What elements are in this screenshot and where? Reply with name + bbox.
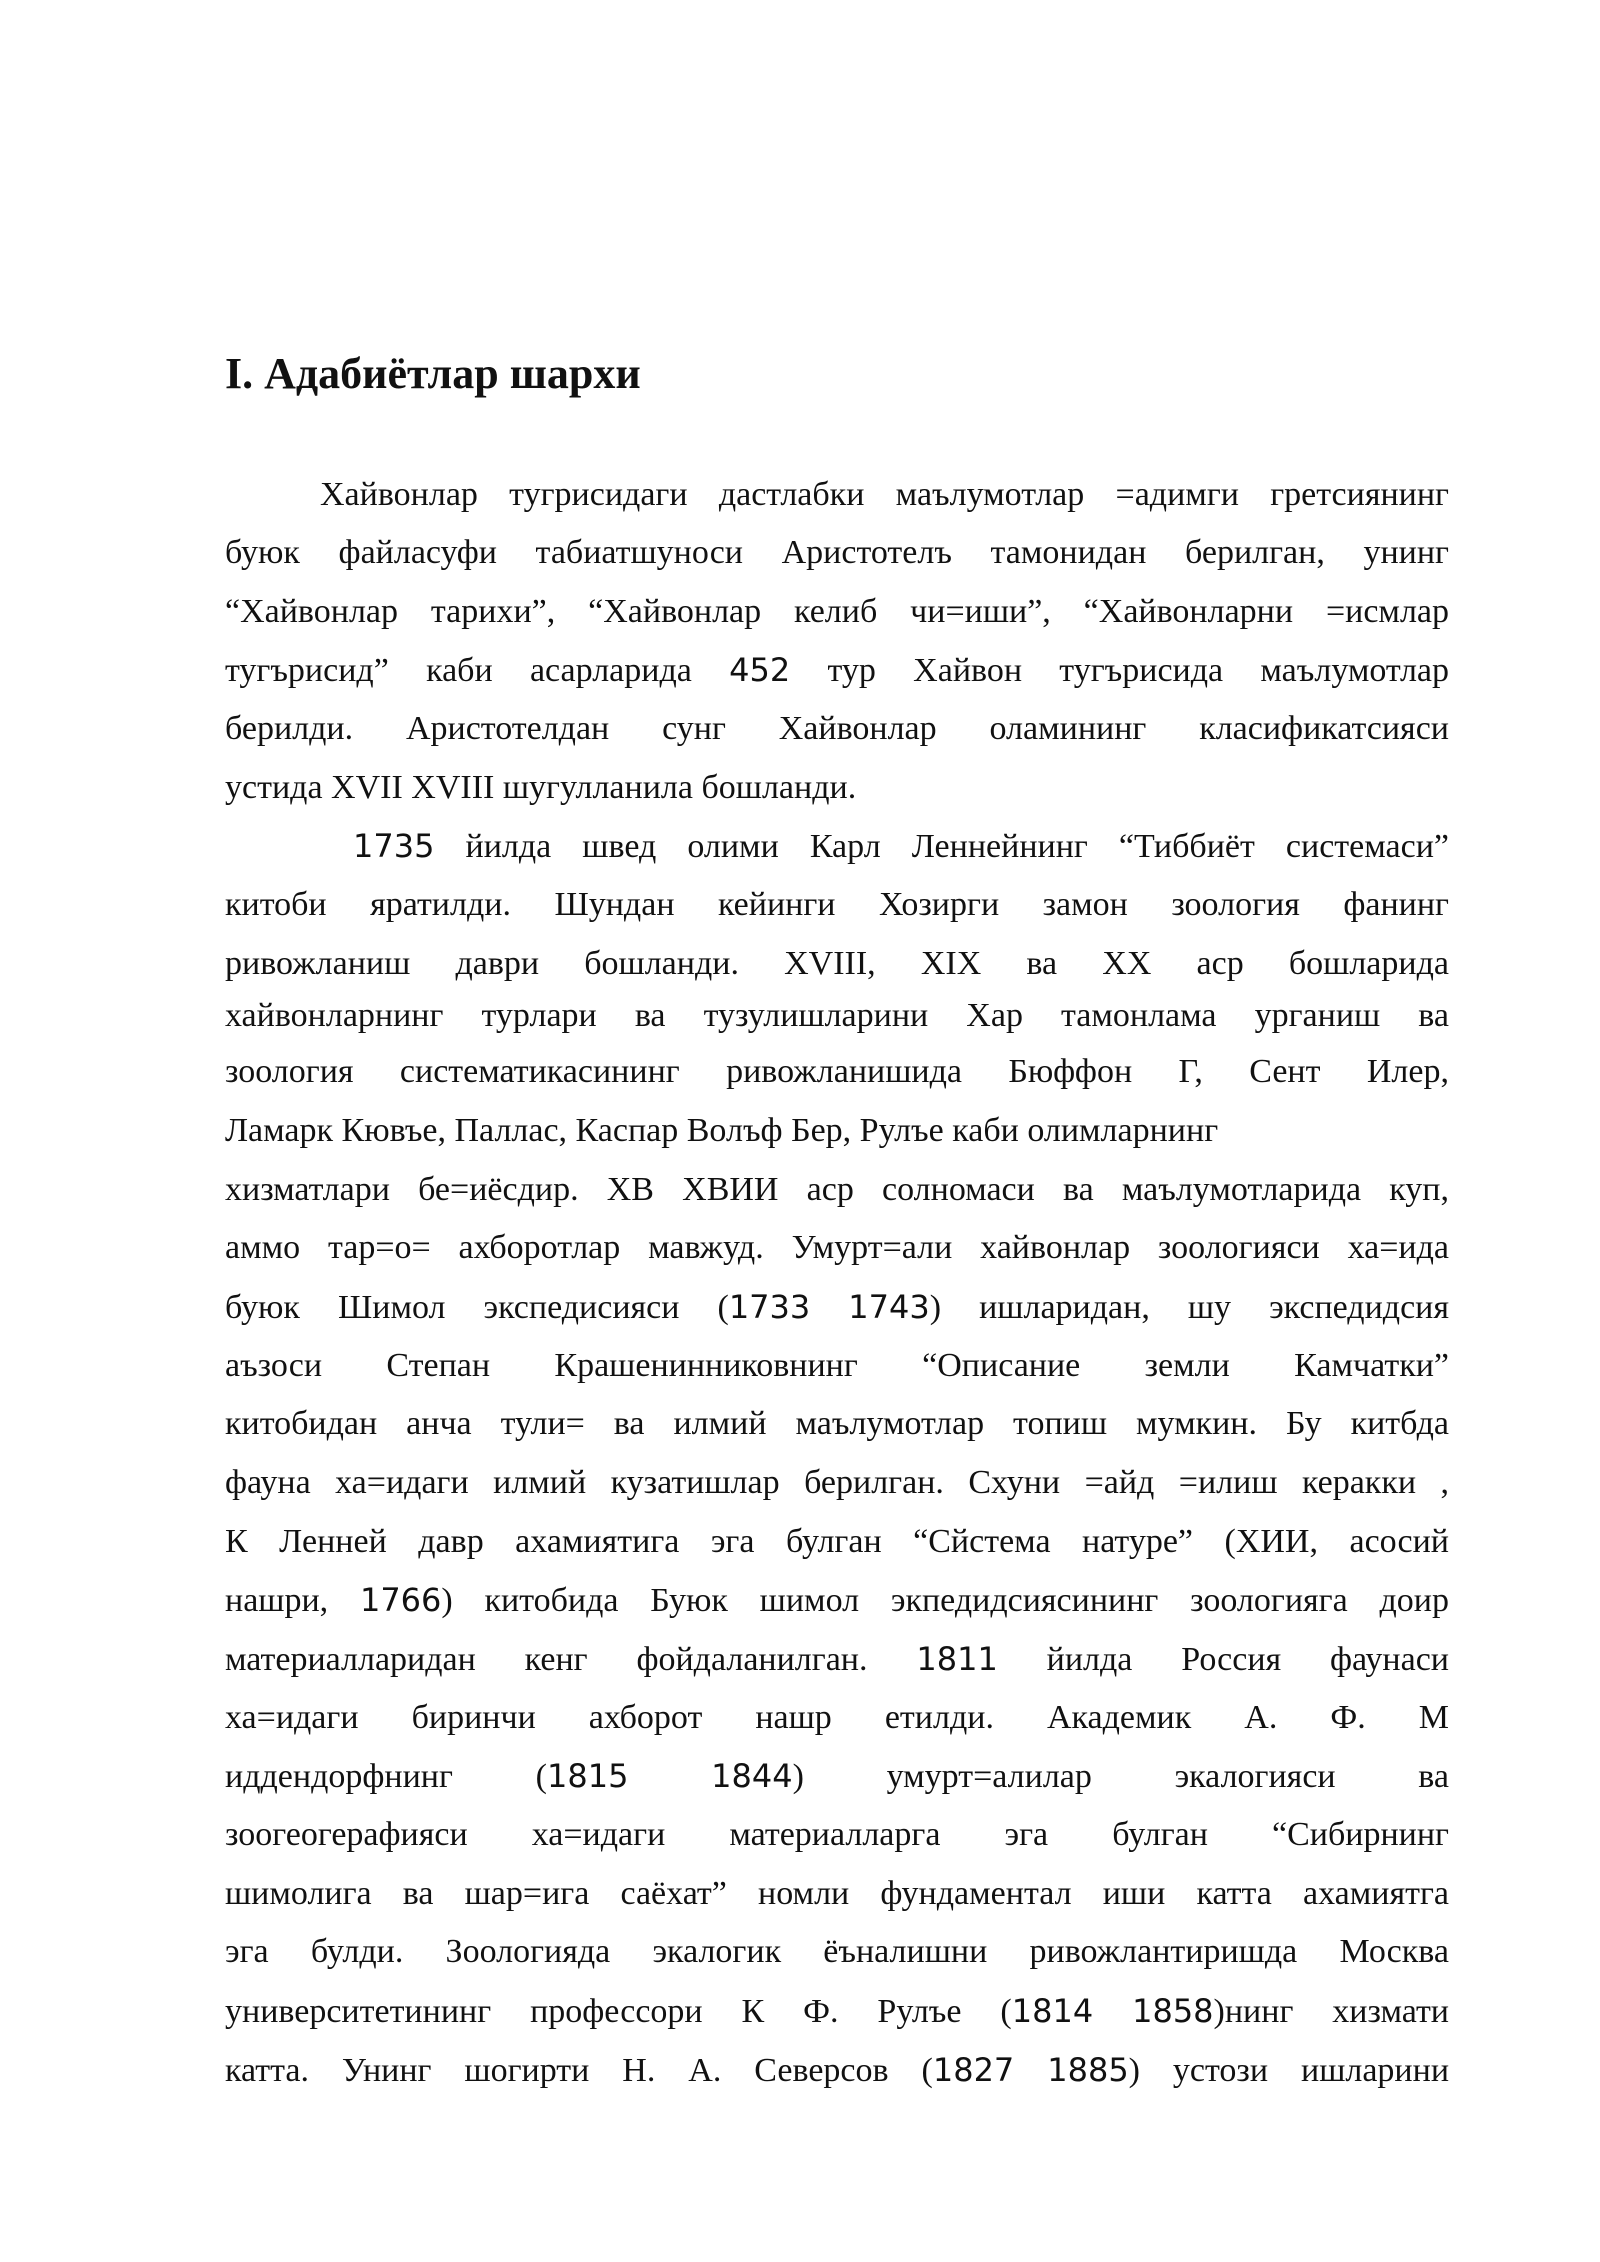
text-line: эга булди. Зоологияда экалогик ёъналишни ривожлантиришда Москва — [225, 1933, 1449, 1970]
text-line: фауна ха=идаги илмий кузатишлар берилган. Схуни =айд =илиш керакки , — [225, 1464, 1449, 1501]
text-line: материалларидан кенг фойдаланилган. 1811 йилда Россия фаунаси — [225, 1640, 1449, 1678]
text-line: аъзоси Степан Крашенинниковнинг “Описание земли Камчатки” — [225, 1347, 1449, 1384]
text-line: берилди. Аристотелдан сунг Хайвонлар оламининг класификатсияси — [225, 710, 1449, 747]
text-line: катта. Унинг шогирти Н. А. Северсов (1827 1885) устози ишларини — [225, 2051, 1450, 2089]
text-line: нашри, 1766) китобида Буюк шимол экпедидсиясининг зоологияга доир — [225, 1581, 1449, 1619]
text-line: буюк Шимол экспедисияси (1733 1743) ишларидан, шу экспедидсия — [225, 1288, 1449, 1326]
text-line: К Ленней давр ахамиятига эга булган “Сйстема натуре” (ХИИ, асосий — [225, 1523, 1449, 1560]
text-line: зоология систематикасининг ривожланишида Бюффон Г, Сент Илер, — [225, 1053, 1449, 1090]
text-line: 1735 йилда швед олими Карл Леннейнинг “Тиббиёт системаси” — [353, 827, 1449, 865]
text-line: аммо тар=о= ахборотлар мавжуд. Умурт=али хайвонлар зоологияси ха=ида — [225, 1229, 1449, 1266]
text-line: зоогеогерафияси ха=идаги материалларга эга булган “Сибирнинг — [225, 1816, 1449, 1853]
text-line: ха=идаги биринчи ахборот нашр етилди. Академик А. Ф. М — [225, 1699, 1449, 1736]
text-line: шимолига ва шар=ига саёхат” номли фундаментал иши катта ахамиятга — [225, 1875, 1449, 1912]
text-line: ривожланиш даври бошланди. XVIII, XIX ва XX аср бошларида — [225, 945, 1449, 982]
text-line: “Хайвонлар тарихи”, “Хайвонлар келиб чи=иши”, “Хайвонларни =исмлар — [225, 593, 1449, 630]
text-line: китобидан анча тули= ва илмий маълумотлар топиш мумкин. Бу китбда — [225, 1405, 1449, 1442]
text-line: Хайвонлар тугрисидаги дастлабки маълумотлар =адимги гретсиянинг — [320, 476, 1449, 513]
text-line: Ламарк Кювъе, Паллас, Каспар Волъф Бер, Рулъе каби олимларнинг — [225, 1112, 1219, 1149]
text-line: университетининг профессори К Ф. Рулъе (1814 1858)нинг хизмати — [225, 1992, 1449, 2030]
text-line: китоби яратилди. Шундан кейинги Хозирги замон зоология фанинг — [225, 886, 1449, 923]
text-line: устида XVII XVIII шугулланила бошланди. — [225, 769, 857, 806]
text-line: хайвонларнинг турлари ва тузулишларини Хар тамонлама урганиш ва — [225, 997, 1449, 1034]
section-heading: I. Адабиётлар шархи — [225, 349, 641, 398]
text-line: хизматлари бе=иёсдир. ХВ ХВИИ аср солномаси ва маълумотларида куп, — [225, 1171, 1449, 1208]
text-line: тугърисид” каби асарларида 452 тур Хайвон тугърисида маълумотлар — [225, 651, 1450, 689]
text-line: иддендорфнинг (1815 1844) умурт=алилар экалогияси ва — [225, 1757, 1450, 1795]
text-line: буюк файласуфи табиатшуноси Аристотелъ тамонидан берилган, унинг — [225, 534, 1449, 571]
